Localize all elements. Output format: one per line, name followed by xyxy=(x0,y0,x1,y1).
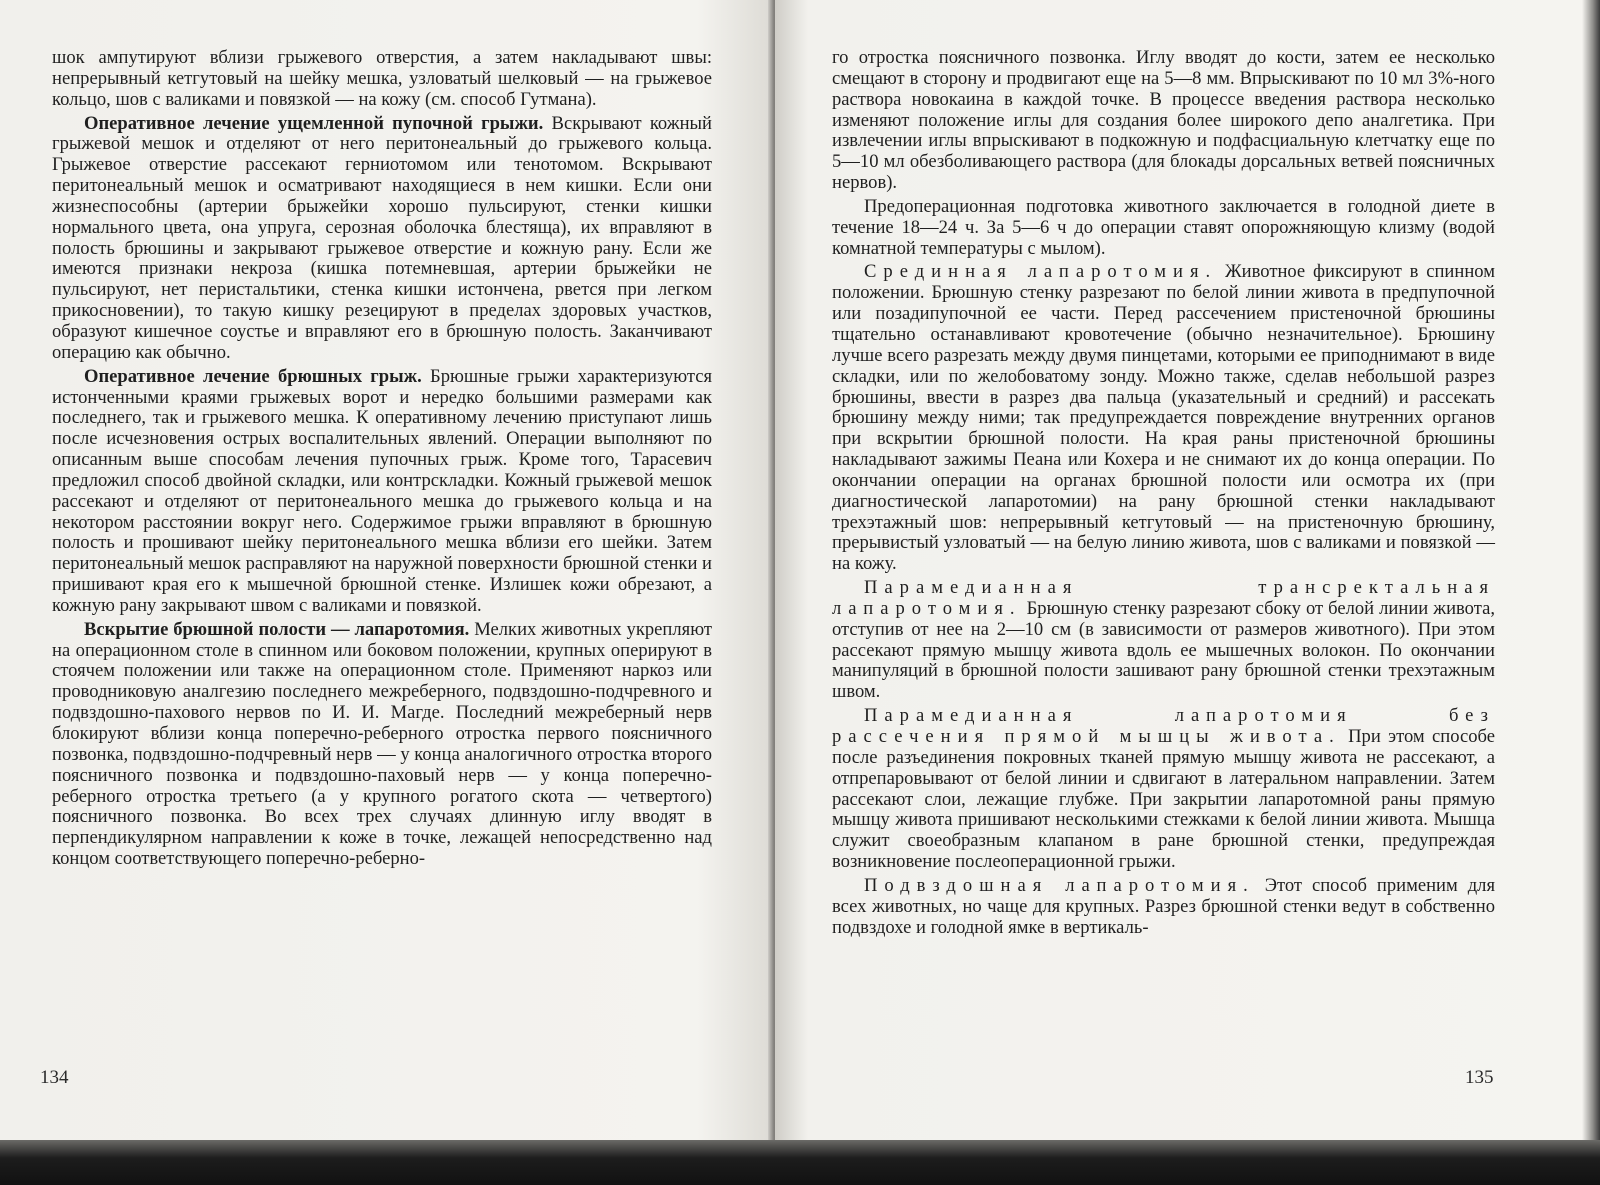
paragraph: Оперативное лечение брюшных грыж. Брюшные грыжи характеризуются истонченными краями грыжевых ворот и нередко большими размерами как последнего, так и грыжевого мешка. К оперативному лечению приступают лишь после исчезновения острых воспалительных явлений. Операции выполняют по описанным выше способам лечения пупочных грыж. Кроме того, Тарасевич предложил способ двойной складки, или контрскладки. Кожный грыжевой мешок рассекают и отделяют от перитонеального мешка до грыжевого кольца и на некотором расстоянии вокруг него. Содержимое грыжи вправляют в брюшную полость и прошивают шейку перитонеального мешка вблизи его шейки. Затем перитонеальный мешок расправляют на наружной поверхности брюшной стенки и пришивают края его к мышечной брюшной стенке. Излишек кожи обрезают, а кожную рану закрывают швом с валиками и повязкой. xyxy=(52,365,712,616)
scanner-bottom-edge xyxy=(0,1140,1600,1185)
page-number: 135 xyxy=(1465,1067,1494,1088)
paragraph: го отростка поясничного позвонка. Иглу вводят до кости, затем ее несколько смещают в сторону и продвигают еще на 5—8 мм. Впрыскивают по 10 мл 3%-ного раствора новокаина в каждой точке. В процессе введения раствора несколько изменяют положение иглы для создания более широкого депо аналгетика. При извлечении иглы впрыскивают в подкожную и подфасциальную клетчатку еще по 5—10 мл обезболивающего раствора (для блокады дорсальных ветвей поясничных нервов). xyxy=(832,47,1495,194)
section-heading: Оперативное лечение ущемленной пупочной грыжи. xyxy=(84,112,544,134)
page-number: 134 xyxy=(40,1067,69,1088)
section-heading: Срединная лапаротомия. xyxy=(864,261,1218,283)
paragraph: шок ампутируют вблизи грыжевого отверстия, а затем накладывают швы: непрерывный кетгутовый на шейку мешка, узловатый шелковый — на грыжевое кольцо, шов с валиками и повязкой — на кожу (см. способ Гутмана). xyxy=(52,47,712,110)
left-page xyxy=(0,0,775,1160)
section-heading: Вскрытие брюшной полости — лапаротомия. xyxy=(84,618,470,640)
paragraph: Срединная лапаротомия. Животное фиксируют в спинном положении. Брюшную стенку разрезают по белой линии живота в предпупочной или позадипупочной ее части. Перед рассечением пристеночной брюшины тщательно останавливают кровотечение (обычно незначительное). Брюшину лучше всего разрезать между двумя пинцетами, которыми ее приподнимают в виде складки, или по желобоватому зонду. Можно также, сделав небольшой разрез брюшины, ввести в разрез два пальца (указательный и средний) и рассекать брюшину между ними; так предупреждается повреждение внутренних органов при вскрытии брюшной полости. На края раны пристеночной брюшины накладывают зажимы Пеана или Кохера и не снимают их до конца операции. По окончании операции на органах брюшной полости или осмотра их (при диагностической лапаротомии) на рану брюшной стенки накладывают трехэтажный шов: непрерывный кетгутовый — на пристеночную брюшину, прерывистый узловатый — на белую линию живота, шов с валиками и повязкой — на кожу. xyxy=(832,261,1495,575)
right-page-text xyxy=(832,48,1495,938)
paragraph: Оперативное лечение ущемленной пупочной грыжи. Вскрывают кожный грыжевой мешок и отделяют от него перитонеальный до грыжевого кольца. Грыжевое отверстие рассекают герниотомом или тенотомом. Вскрывают перитонеальный мешок и осматривают находящиеся в нем кишки. Если они жизнеспособны (артерии брыжейки хорошо пульсируют, стенки кишки нормального цвета, она упруга, серозная оболочка блестяща), их вправляют в полость брюшины и закрывают грыжевое отверстие и кожную рану. Если же имеются признаки некроза (кишка потемневшая, артерии брыжейки не пульсируют, нет перистальтики, стенка кишки истончена, рвется при легком прикосновении), то такую кишку резецируют в пределах здоровых участков, образуют кишечное соустье и вправляют его в брюшную полость. Заканчивают операцию как обычно. xyxy=(52,112,712,363)
section-heading: Парамедианная лапаротомия без рассечения прямой мышцы живота. xyxy=(832,705,1495,747)
paragraph: Вскрытие брюшной полости — лапаротомия. Мелких животных укрепляют на операционном столе в спинном или боковом положении, крупных оперируют в стоячем положении или также на операционном столе. Применяют наркоз или проводниковую аналгезию последнего межреберного, подвздошно-подчревного и подвздошно-пахового нервов по И. И. Магде. Последний межреберный нерв блокируют вблизи конца поперечно-реберного отростка первого поясничного позвонка, подвздошно-подчревный нерв — у конца аналогичного отростка второго поясничного позвонка и подвздошно-паховый нерв — у конца поперечно-реберного отростка третьего (а у крупного рогатого скота — четвертого) поясничного позвонка. Во всех трех случаях длинную иглу вводят в перпендикулярном направлении к коже в точке, лежащей непосредственно над концом соответствующего поперечно-реберно- xyxy=(52,618,712,870)
page-edge-shadow xyxy=(1582,0,1600,1160)
left-page-text xyxy=(52,48,712,870)
section-heading: Парамедианная трансректальная лапаротомия. xyxy=(832,577,1495,619)
section-heading: Оперативное лечение брюшных грыж. xyxy=(84,365,422,387)
paragraph: Подвздошная лапаротомия. Этот способ применим для всех животных, но чаще для крупных. Разрез брюшной стенки ведут в собственно подвздохе и голодной ямке в вертикаль- xyxy=(832,874,1495,938)
paragraph: Парамедианная трансректальная лапаротомия. Брюшную стенку разрезают сбоку от белой линии живота, отступив от нее на 2—10 см (в зависимости от размеров животного). При этом рассекают прямую мышцу живота вдоль ее мышечных волокон. По окончании манипуляций в брюшной полости зашивают рану брюшной стенки трехэтажным швом. xyxy=(832,577,1495,703)
right-page xyxy=(775,0,1600,1160)
paragraph: Предоперационная подготовка животного заключается в голодной диете в течение 18—24 ч. За 5—6 ч до операции ставят опорожняющую клизму (водой комнатной температуры с мылом). xyxy=(832,195,1495,259)
paragraph: Парамедианная лапаротомия без рассечения прямой мышцы живота. При этом способе после разъединения покровных тканей прямую мышцу живота не рассекают, а отпрепаровывают от белой линии и сдвигают в латеральном направлении. Затем рассекают слои, лежащие глубже. При закрытии лапаротомной раны прямую мышцу живота пришивают несколькими стежками к белой линии живота. Мышца служит своеобразным клапаном в ране брюшной стенки, предупреждая возникновение послеоперационной грыжи. xyxy=(832,705,1495,873)
section-heading: Подвздошная лапаротомия. xyxy=(864,874,1255,896)
